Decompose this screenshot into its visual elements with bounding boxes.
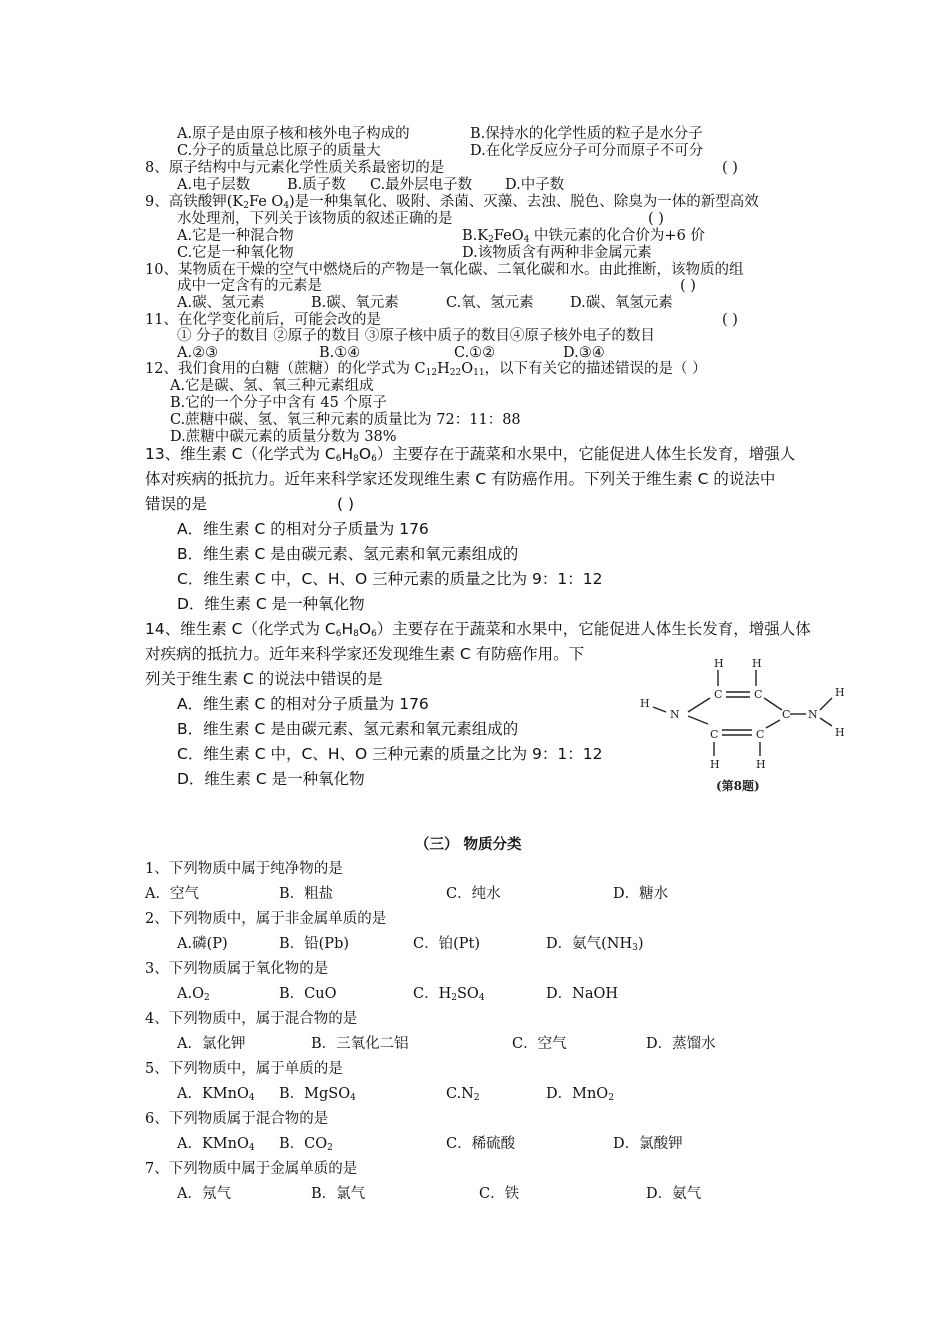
s3-q4-option-a: A．氯化钾 (177, 1036, 246, 1052)
q9-option-c: C.它是一种氧化物 (177, 245, 294, 261)
q12-sub: 11 (473, 368, 485, 378)
q8-option-a: A.电子层数 (177, 177, 251, 193)
q12-o: O (461, 361, 474, 377)
s3-q3-option-d: D．NaOH (546, 986, 618, 1002)
q14-option-c: C．维生素 C 中，C、H、O 三种元素的质量之比为 9：1：12 (177, 745, 603, 763)
s3-q3-stem: 3、下列物质属于氧化物的是 (145, 961, 329, 977)
atom-h: H (640, 697, 650, 710)
q9-option-d: D.该物质含有两种非金属元素 (462, 245, 652, 261)
s3-q2-option-b: B．铅(Pb) (279, 936, 350, 952)
s3-q7-option-d: D．氨气 (646, 1186, 702, 1202)
s3-sub: 2 (473, 1093, 480, 1103)
q13-option-a: A．维生素 C 的相对分子质量为 176 (177, 520, 429, 538)
q9-option-a: A.它是一种混合物 (177, 228, 294, 244)
s3-q3-option-b: B．CuO (279, 986, 337, 1002)
q9-option-b (462, 227, 705, 245)
s3-sub: 2 (327, 1143, 333, 1153)
s3-sub: 3 (632, 943, 638, 953)
q9-stem-line2: 水处理剂，下列关于该物质的叙述正确的是 (177, 211, 453, 227)
s3-q3-option-a (177, 983, 210, 1005)
s3-sub: 2 (203, 993, 210, 1003)
s3-q5-option-c (446, 1083, 480, 1105)
q9-stem (145, 193, 759, 211)
atom-h: H (756, 758, 766, 771)
s3-q2-d-post: ) (637, 936, 644, 952)
q8-option-d: D.中子数 (505, 177, 565, 193)
q7-option-c: C.分子的质量总比原子的质量大 (177, 143, 381, 159)
atom-h: H (714, 657, 724, 670)
s3-q5-d-pre: D．MnO (546, 1086, 609, 1102)
q12-option-b: B.它的一个分子中含有 45 个原子 (170, 395, 387, 411)
atom-c: C (714, 688, 723, 701)
q11-items: ① 分子的数目 ②原子的数目 ③原子核中质子的数目④原子核外电子的数目 (177, 328, 655, 344)
q11-option-b: B.①④ (319, 345, 361, 361)
q9-sub: 4 (283, 201, 290, 211)
s3-q5-b-pre: B．MgSO (279, 1086, 351, 1102)
q11-option-d: D.③④ (563, 345, 605, 361)
s3-q4-option-d: D．蒸馏水 (646, 1036, 716, 1052)
s3-q6-option-b (279, 1133, 333, 1155)
s3-q5-c-pre: C.N (446, 1086, 474, 1102)
q9-stem-fe: Fe O (248, 194, 284, 210)
s3-q7-option-c: C．铁 (479, 1186, 520, 1202)
s3-q6-option-d: D．氯酸钾 (613, 1136, 683, 1152)
s3-q2-option-c: C．铂(Pt) (413, 936, 480, 952)
s3-q3-a-pre: A.O (177, 986, 204, 1002)
q9-sub: 2 (243, 201, 249, 211)
q8-option-b: B.质子数 (287, 177, 346, 193)
s3-sub: 4 (248, 1143, 255, 1153)
q13-h: H (341, 445, 354, 463)
s3-sub: 4 (350, 1093, 356, 1103)
atom-h: H (710, 758, 720, 771)
q10-option-b: B.碳、氧元素 (311, 295, 399, 311)
structural-formula-figure (630, 652, 855, 797)
q14-stem-post: ）主要存在于蔬菜和水果中，它能促进人体生长发育，增强人体 (376, 620, 811, 638)
atom-h: H (835, 686, 845, 699)
q11-paren: ( ) (722, 312, 738, 328)
q12-option-a: A.它是碳、氢、氧三种元素组成 (170, 378, 374, 394)
atom-c: C (782, 708, 791, 721)
s3-sub: 4 (248, 1093, 255, 1103)
q12-stem (145, 360, 707, 378)
s3-q2-option-d (546, 933, 644, 955)
q12-stem-post: ，以下有关它的描述错误的是（ ） (484, 361, 707, 377)
atom-c: C (754, 688, 763, 701)
q9-b-post: 中铁元素的化合价为+6 价 (529, 228, 705, 244)
s3-q1-option-b: B．粗盐 (279, 886, 334, 902)
q13-sub: 6 (335, 454, 342, 464)
s3-q5-option-a (177, 1083, 255, 1105)
s3-q2-stem: 2、下列物质中，属于非金属单质的是 (145, 911, 387, 927)
q12-stem-pre: 12、我们食用的白糖（蔗糖）的化学式为 C (145, 361, 426, 377)
q13-option-c: C．维生素 C 中，C、H、O 三种元素的质量之比为 9：1：12 (177, 570, 603, 588)
s3-q2-option-a: A.磷(P) (177, 936, 228, 952)
s3-q1-option-a: A．空气 (145, 886, 199, 902)
s3-q3-option-c (413, 983, 485, 1005)
q9-b-mid: FeO (493, 228, 524, 244)
s3-q5-a-pre: A．KMnO (177, 1086, 249, 1102)
figure-caption: (第8题) (716, 779, 760, 793)
s3-q4-stem: 4、下列物质中，属于混合物的是 (145, 1011, 358, 1027)
q13-sub: 6 (371, 454, 377, 464)
q9-b-pre: B.K (462, 228, 489, 244)
q14-sub: 8 (353, 629, 359, 639)
q12-option-c: C.蔗糖中碳、氢、氧三种元素的质量比为 72：11：88 (170, 412, 521, 428)
q10-option-d: D.碳、氧氢元素 (570, 295, 673, 311)
q14-stem (145, 617, 811, 641)
q10-paren: ( ) (680, 278, 696, 294)
q9-paren: ( ) (648, 211, 664, 227)
s3-q7-stem: 7、下列物质中属于金属单质的是 (145, 1161, 358, 1177)
q12-option-d: D.蔗糖中碳元素的质量分数为 38% (170, 429, 397, 445)
s3-q5-option-d (546, 1083, 614, 1105)
s3-sub: 2 (451, 993, 457, 1003)
s3-q1-stem: 1、下列物质中属于纯净物的是 (145, 861, 343, 877)
s3-q4-option-c: C．空气 (512, 1036, 567, 1052)
q13-sub: 8 (353, 454, 359, 464)
atom-h: H (752, 657, 762, 670)
s3-q3-c-pre: C．H (413, 986, 452, 1002)
q8-option-c: C.最外层电子数 (370, 177, 473, 193)
q14-stem-line2: 对疾病的抵抗力。近年来科学家还发现维生素 C 有防癌作用。下 (145, 645, 585, 663)
q12-h: H (437, 361, 450, 377)
q14-h: H (341, 620, 354, 638)
s3-q6-option-a (177, 1133, 255, 1155)
s3-q5-stem: 5、下列物质中，属于单质的是 (145, 1061, 343, 1077)
q13-stem-pre: 13、维生素 C（化学式为 C (145, 445, 336, 463)
q9-stem-post: )是一种集氧化、吸附、杀菌、灭藻、去浊、脱色、除臭为一体的新型高效 (289, 194, 759, 210)
q10-stem: 10、某物质在干燥的空气中燃烧后的产物是一氧化碳、二氧化碳和水。由此推断，该物质的组 (145, 262, 744, 278)
q11-option-a: A.②③ (177, 345, 219, 361)
section-title: （三） 物质分类 (415, 836, 522, 853)
atom-n: N (808, 708, 818, 721)
q13-o: O (358, 445, 372, 463)
q7-option-b: B.保持水的化学性质的粒子是水分子 (470, 126, 703, 142)
q14-stem-pre: 14、维生素 C（化学式为 C (145, 620, 336, 638)
q14-option-a: A．维生素 C 的相对分子质量为 176 (177, 695, 429, 713)
q14-sub: 6 (371, 629, 377, 639)
q14-option-d: D．维生素 C 是一种氧化物 (177, 770, 365, 788)
q13-stem-post: ）主要存在于蔬菜和水果中，它能促进人体生长发育，增强人 (376, 445, 796, 463)
q9-stem-pre: 9、高铁酸钾(K (145, 194, 244, 210)
q13-stem-line2: 体对疾病的抵抗力。近年来科学家还发现维生素 C 有防癌作用。下列关于维生素 C 的说法中 (145, 470, 776, 488)
q9-sub: 4 (523, 235, 530, 245)
q13-option-d: D．维生素 C 是一种氧化物 (177, 595, 365, 613)
s3-q1-option-c: C．纯水 (446, 886, 501, 902)
q7-option-a: A.原子是由原子核和核外电子构成的 (177, 126, 410, 142)
q9-sub: 2 (488, 235, 494, 245)
s3-q6-a-pre: A．KMnO (177, 1136, 249, 1152)
s3-q1-option-d: D．糖水 (613, 886, 669, 902)
s3-q6-option-c: C．稀硫酸 (446, 1136, 516, 1152)
q8-stem: 8、原子结构中与元素化学性质关系最密切的是 (145, 160, 445, 176)
s3-sub: 2 (608, 1093, 614, 1103)
q13-stem-line3: 错误的是 (145, 495, 208, 513)
q11-stem: 11、在化学变化前后，可能会改的是 (145, 312, 381, 328)
s3-q6-stem: 6、下列物质属于混合物的是 (145, 1111, 329, 1127)
q10-stem-line2: 成中一定含有的元素是 (177, 278, 322, 294)
q14-option-b: B．维生素 C 是由碳元素、氢元素和氧元素组成的 (177, 720, 519, 738)
q12-sub: 22 (449, 368, 462, 378)
atom-c: C (710, 728, 719, 741)
q12-sub: 12 (425, 368, 438, 378)
q13-option-b: B．维生素 C 是由碳元素、氢元素和氧元素组成的 (177, 545, 519, 563)
q10-option-c: C.氧、氢元素 (446, 295, 534, 311)
atom-h: H (835, 726, 845, 739)
s3-q4-option-b: B．三氧化二铝 (311, 1036, 409, 1052)
s3-q5-option-b (279, 1083, 356, 1105)
s3-q6-b-pre: B．CO (279, 1136, 328, 1152)
s3-q3-c-mid: SO (456, 986, 479, 1002)
q13-paren: ( ) (337, 495, 355, 513)
atom-c: C (756, 728, 765, 741)
q14-sub: 6 (335, 629, 342, 639)
atom-n: N (670, 708, 680, 721)
q8-paren: ( ) (722, 160, 738, 176)
s3-q7-option-a: A．氖气 (177, 1186, 231, 1202)
s3-q2-d-pre: D．氨气(NH (546, 936, 633, 952)
q7-option-d: D.在化学反应分子可分而原子不可分 (470, 143, 704, 159)
q14-stem-line3: 列关于维生素 C 的说法中错误的是 (145, 670, 383, 688)
q14-o: O (358, 620, 372, 638)
s3-sub: 4 (478, 993, 485, 1003)
q11-option-c: C.①② (454, 345, 496, 361)
q10-option-a: A.碳、氢元素 (177, 295, 265, 311)
s3-q7-option-b: B．氯气 (311, 1186, 366, 1202)
q13-stem (145, 442, 795, 466)
